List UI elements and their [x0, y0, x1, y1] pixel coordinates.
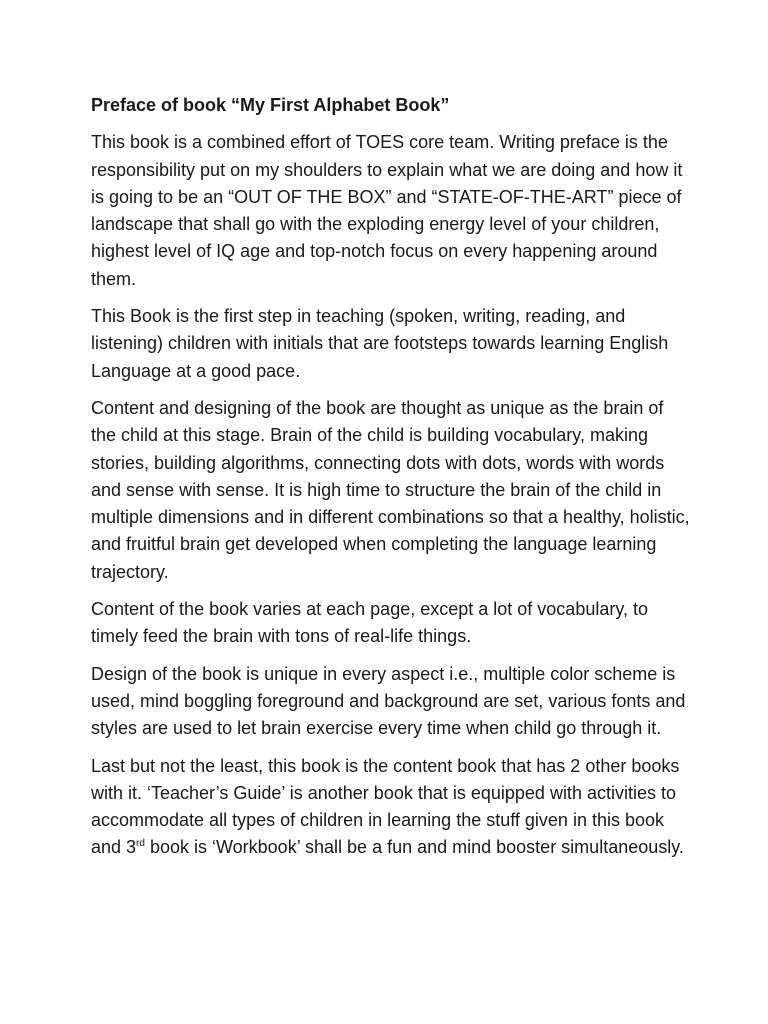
paragraph-first-step: This Book is the first step in teaching (spoken, writing, reading, and listening) children with initials that are footsteps towards learning English Language at a good pace.: [91, 306, 669, 381]
paragraph-content-design: Content and designing of the book are thought as unique as the brain of the child at this stage. Brain of the child is building vocabulary, making stories, building algorithms, connecting dots with dots, words with words and sense with sense. It is high time to structure the brain of the child in multiple dimensions and in different combinations so that a healthy, holistic, and fruitful brain get developed when completing the language learning trajectory.: [91, 397, 690, 582]
paragraph-intro: This book is a combined effort of TOES core team. Writing preface is the responsibility put on my shoulders to explain what we are doing and how it is going to be an “OUT OF THE BOX” and “STATE-OF-THE-ART” piece of landscape that shall go with the exploding energy level of your children, highest level of IQ age and top-notch focus on every happening around them.: [91, 132, 683, 289]
paragraph-last-text-start: Last but not the least, this book is the content book that has 2 other books with it. ‘Teacher’s Guide’ is another book that is equipped with activities to accommodate all types of children in learning the stuff given in this book and 3: [91, 755, 680, 858]
paragraph-design-unique: Design of the book is unique in every aspect i.e., multiple color scheme is used, mind boggling foreground and background are set, various fonts and styles are used to let brain exercise every time when child go through it.: [91, 663, 686, 739]
document-title: Preface of book “My First Alphabet Book”: [91, 95, 450, 115]
document-page: [91, 92, 691, 872]
paragraph-last: [91, 753, 691, 862]
paragraph-last-text-end: book is ‘Workbook’ shall be a fun and mind booster simultaneously.: [144, 837, 684, 858]
ordinal-superscript: rd: [136, 838, 145, 850]
paragraph-content-varies: Content of the book varies at each page, except a lot of vocabulary, to timely feed the brain with tons of real-life things.: [91, 599, 649, 647]
